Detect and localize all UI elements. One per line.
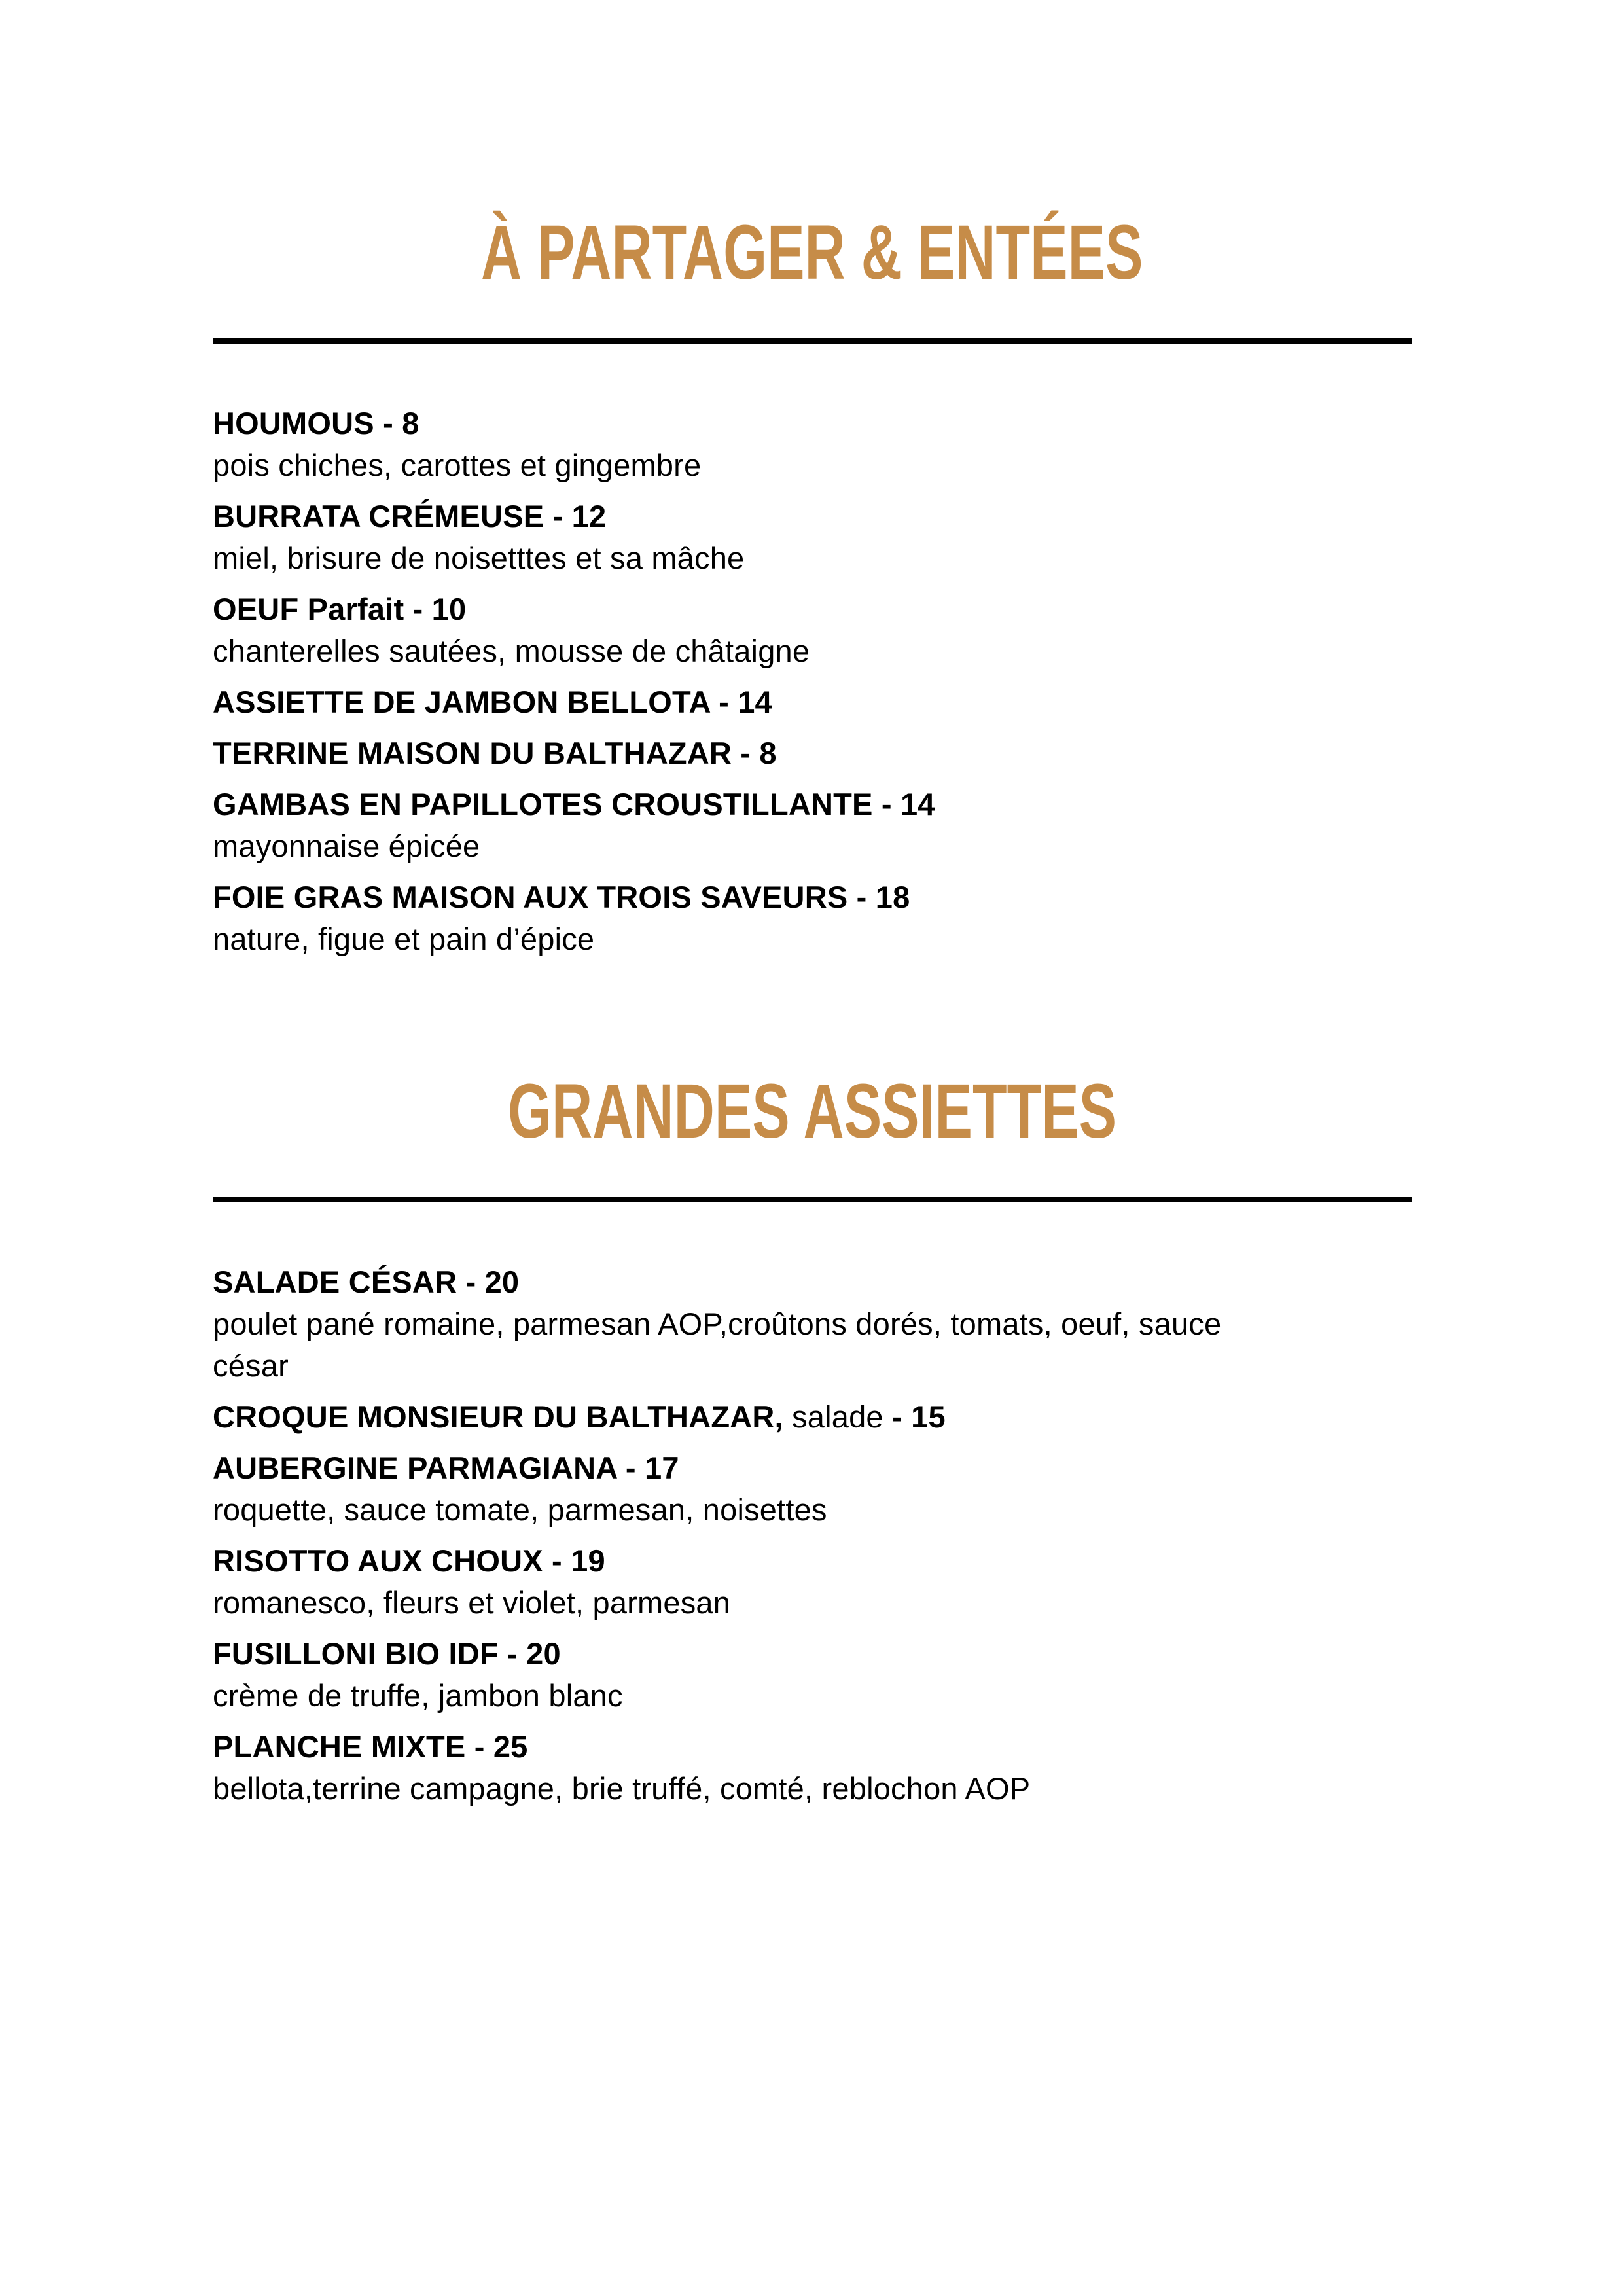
item-name-text: HOUMOUS - 8 [213,406,419,440]
item-description: nature, figue et pain d’épice [213,922,595,956]
item-name-text: FOIE GRAS MAISON AUX TROIS SAVEURS - 18 [213,880,910,914]
item-name [213,1261,1412,1303]
section-title-text: GRANDES ASSIETTES [507,1068,1117,1155]
item-name [213,681,1412,723]
item-name-text: OEUF Parfait - 10 [213,592,467,626]
menu-item [213,1261,1412,1387]
item-name-light-text: salade [783,1399,883,1434]
item-description: romanesco, fleurs et violet, parmesan [213,1585,731,1620]
section-divider-rule [213,338,1412,344]
item-name-text: CROQUE MONSIEUR DU BALTHAZAR, [213,1399,783,1434]
item-description: mayonnaise épicée [213,829,480,863]
item-description: chanterelles sautées, mousse de châtaigne [213,634,810,668]
menu-item [213,588,1412,672]
item-name-text: RISOTTO AUX CHOUX - 19 [213,1543,605,1578]
section-grandes-assiettes [213,1069,1412,1810]
item-name [213,1726,1412,1768]
item-name [213,495,1412,537]
item-name [213,1633,1412,1675]
menu-item [213,1396,1412,1438]
menu-item [213,1726,1412,1810]
item-name [213,732,1412,774]
section-divider-rule [213,1197,1412,1202]
section-items-list [213,403,1412,960]
menu-item [213,876,1412,960]
menu-item [213,681,1412,723]
item-description: crème de truffe, jambon blanc [213,1678,623,1713]
item-name [213,783,1412,825]
item-name-text: FUSILLONI BIO IDF - 20 [213,1636,561,1671]
section-title-text: À PARTAGER & ENTÉES [481,209,1143,296]
menu-item [213,783,1412,867]
section-items-list [213,1261,1412,1810]
item-name-text: SALADE CÉSAR - 20 [213,1265,520,1299]
item-description: pois chiches, carottes et gingembre [213,448,702,482]
item-description: poulet pané romaine, parmesan AOP,croûtons dorés, tomats, oeuf, sauce [213,1306,1222,1341]
section-title [213,1069,1412,1154]
item-name-text: TERRINE MAISON DU BALTHAZAR - 8 [213,736,777,770]
item-name [213,588,1412,630]
item-name [213,876,1412,918]
item-name-text: ASSIETTE DE JAMBON BELLOTA - 14 [213,685,772,719]
item-name-text: PLANCHE MIXTE - 25 [213,1729,528,1764]
item-description: roquette, sauce tomate, parmesan, noisettes [213,1492,827,1527]
item-name-text: AUBERGINE PARMAGIANA - 17 [213,1450,679,1485]
item-name [213,403,1412,444]
menu-item [213,495,1412,579]
menu-item [213,732,1412,774]
section-title [213,210,1412,295]
item-description: césar [213,1348,289,1383]
menu-item [213,1633,1412,1717]
item-name [213,1540,1412,1582]
menu-item [213,1540,1412,1624]
section-a-partager-entrees [213,210,1412,960]
menu-item [213,1447,1412,1531]
item-name [213,1396,1412,1438]
item-name-text: GAMBAS EN PAPILLOTES CROUSTILLANTE - 14 [213,787,935,821]
item-description: bellota,terrine campagne, brie truffé, comté, reblochon AOP [213,1771,1031,1806]
menu-item [213,403,1412,486]
item-name [213,1447,1412,1489]
item-description: miel, brisure de noisetttes et sa mâche [213,541,745,575]
item-name-text: BURRATA CRÉMEUSE - 12 [213,499,607,533]
item-name-text: - 15 [883,1399,946,1434]
